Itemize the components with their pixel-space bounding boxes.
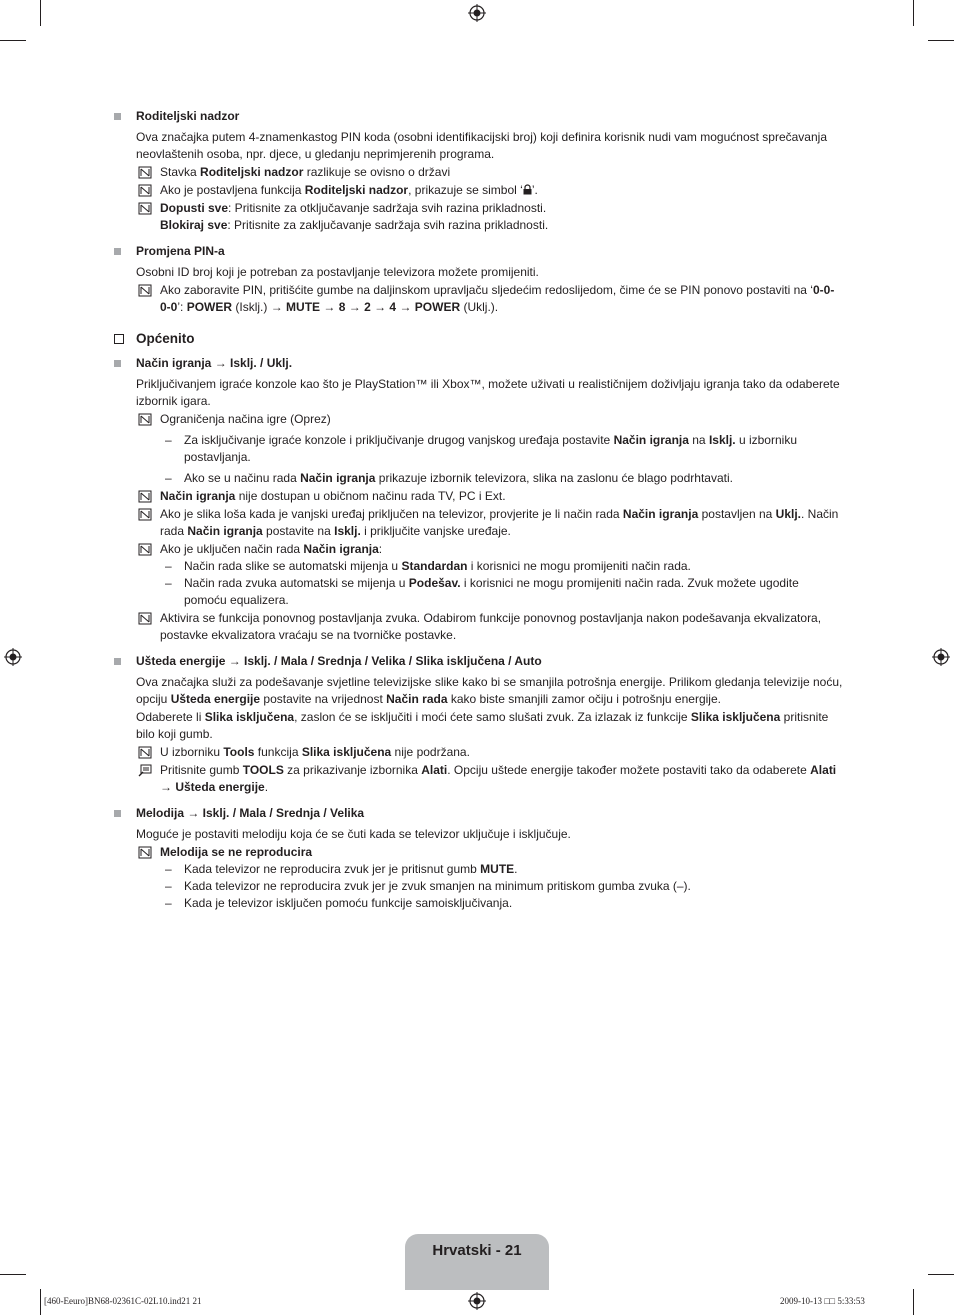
bullet-square bbox=[114, 658, 121, 665]
item-description: Ova značajka putem 4-znamenkastog PIN koda (osobni identifikacijski broj) koji definira korisnik nudi vam mogućnost sprečavanja neovlaštenih osoba, npr. djece, u gledanju neprimjerenih programa. bbox=[136, 130, 827, 161]
item-parental-lock bbox=[114, 108, 844, 234]
crop-mark bbox=[0, 1274, 26, 1275]
note: Ako je slika loša kada je vanjski uređaj priključen na televizor, provjerite je li način rada Način igranja postavljen na Uklj.. Način rada Način igranja postavite na Isklj. i priključite vanjske uređaje. bbox=[136, 506, 844, 540]
crop-mark bbox=[928, 1274, 954, 1275]
note-icon bbox=[138, 846, 152, 859]
page-number: Hrvatski - 21 bbox=[432, 1242, 522, 1259]
item-title: Melodija → Isklj. / Mala / Srednja / Velika bbox=[136, 806, 365, 820]
note-icon bbox=[138, 612, 152, 625]
registration-mark-icon bbox=[468, 4, 486, 22]
footer-file-info: [460-Eeuro]BN68-02361C-02L10.ind21 21 bbox=[44, 1296, 202, 1306]
dash-item: – Način rada zvuka automatski se mijenja u Podešav. i korisnici ne mogu promijeniti način rada. Zvuk možete ugodite pomoću equalizera. bbox=[165, 576, 799, 607]
bullet-square bbox=[114, 248, 121, 255]
item-game-mode bbox=[114, 355, 844, 644]
note: Dopusti sve: Pritisnite za otključavanje sadržaja svih razina prikladnosti. Blokiraj sve: Pritisnite za zaključavanje sadržaja svih razina prikladnosti. bbox=[136, 200, 844, 234]
note: Ako zaboravite PIN, pritišćite gumbe na daljinskom upravljaču sljedećim redoslijedom, čime će se PIN ponovo postaviti na ‘0-0-0-0’: POWER (Isklj.) → MUTE → 8 → 2 → 4 → POWER (Uklj.). bbox=[136, 282, 844, 316]
item-energy-saving bbox=[114, 653, 844, 796]
item-description: Priključivanjem igraće konzole kao što je PlayStation™ ili Xbox™, možete uživati u realističnijem doživljaju igranja tako da odaberete izbornik igara. bbox=[136, 377, 840, 408]
note: Stavka Roditeljski nadzor razlikuje se ovisno o državi bbox=[136, 164, 844, 181]
footer-timestamp: 2009-10-13 □□ 5:33:53 bbox=[780, 1296, 865, 1306]
crop-mark bbox=[40, 0, 41, 26]
crop-mark bbox=[40, 1289, 41, 1315]
dash-item: – Kada je televizor isključen pomoću funkcije samoisključivanja. bbox=[165, 896, 513, 910]
item-description: Osobni ID broj koji je potreban za postavljanje televizora možete promijeniti. bbox=[136, 265, 539, 279]
note-icon bbox=[138, 202, 152, 215]
dash-item: – Ako se u načinu rada Način igranja prikazuje izbornik televizora, slika na zaslonu će blago podrhtavati. bbox=[165, 471, 733, 485]
item-title: Promjena PIN-a bbox=[136, 244, 225, 258]
manual-content bbox=[114, 108, 844, 912]
crop-mark bbox=[928, 40, 954, 41]
note: Ako je postavljena funkcija Roditeljski nadzor, prikazuje se simbol ‘ ’. bbox=[136, 182, 844, 199]
crop-mark bbox=[913, 1289, 914, 1315]
note-icon bbox=[138, 284, 152, 297]
lock-icon bbox=[523, 184, 532, 195]
note: U izborniku Tools funkcija Slika isključena nije podržana. bbox=[136, 744, 844, 761]
note-icon bbox=[138, 543, 152, 556]
note-icon bbox=[138, 166, 152, 179]
item-change-pin bbox=[114, 243, 844, 316]
note: Ako je uključen način rada Način igranja: bbox=[136, 541, 844, 558]
crop-mark bbox=[0, 40, 26, 41]
note-icon bbox=[138, 413, 152, 426]
section-heading: Općenito bbox=[114, 330, 844, 347]
note: Ograničenja načina igre (Oprez) bbox=[136, 411, 844, 428]
crop-mark bbox=[913, 0, 914, 26]
dash-item: – Način rada slike se automatski mijenja u Standardan i korisnici ne mogu promijeniti način rada. bbox=[165, 559, 691, 573]
dash-item: – Kada televizor ne reproducira zvuk jer je zvuk smanjen na minimum pritiskom gumba zvuka (–). bbox=[165, 879, 691, 893]
note: Način igranja nije dostupan u običnom načinu rada TV, PC i Ext. bbox=[136, 488, 844, 505]
note-icon bbox=[138, 508, 152, 521]
item-title: Način igranja → Isklj. / Uklj. bbox=[136, 356, 293, 370]
bullet-square bbox=[114, 810, 121, 817]
dash-item: – Kada televizor ne reproducira zvuk jer je pritisnut gumb MUTE. bbox=[165, 862, 518, 876]
note: Melodija se ne reproducira bbox=[136, 844, 844, 861]
tools-note: Pritisnite gumb TOOLS za prikazivanje izbornika Alati. Opciju uštede energije također možete postaviti tako da odaberete Alati → Ušteda energije. bbox=[136, 762, 844, 796]
registration-mark-icon bbox=[468, 1292, 486, 1310]
item-description: Odaberete li Slika isključena, zaslon će se isključiti i moći ćete samo slušati zvuk. Za izlazak iz funkcije Slika isključena pritisnite bilo koji gumb. bbox=[136, 710, 829, 741]
item-description: Moguće je postaviti melodiju koja će se čuti kada se televizor uključuje i isključuje. bbox=[136, 827, 571, 841]
note-icon bbox=[138, 490, 152, 503]
item-title: Ušteda energije → Isklj. / Mala / Srednja / Velika / Slika isključena / Auto bbox=[136, 654, 542, 668]
bullet-square bbox=[114, 113, 121, 120]
registration-mark-icon bbox=[4, 648, 22, 666]
tools-icon bbox=[138, 764, 152, 777]
item-description: Ova značajka služi za podešavanje svjetline televizijske slike kako bi se smanjila potrošnja energije. Prilikom gledanja televizije noću, opciju Ušteda energije postavite na vrijednost Način rada kako biste smanjili zamor očiju i potrošnju energije. bbox=[136, 675, 843, 706]
bullet-square bbox=[114, 360, 121, 367]
checkbox-bullet bbox=[114, 334, 124, 344]
note-icon bbox=[138, 184, 152, 197]
item-melody bbox=[114, 805, 844, 912]
note-icon bbox=[138, 746, 152, 759]
dash-item: – Za isključivanje igraće konzole i priključivanje drugog vanjskog uređaja postavite Način igranja na Isklj. u izborniku postavljanja. bbox=[165, 433, 797, 464]
note: Aktivira se funkcija ponovnog postavljanja zvuka. Odabirom funkcije ponovnog postavljanja nakon podešavanja ekvalizatora, postavke ekvalizatora vraćaju se na tvorničke postavke. bbox=[136, 610, 844, 644]
page-number-tab bbox=[405, 1234, 549, 1290]
registration-mark-icon bbox=[932, 648, 950, 666]
item-title: Roditeljski nadzor bbox=[136, 109, 240, 123]
